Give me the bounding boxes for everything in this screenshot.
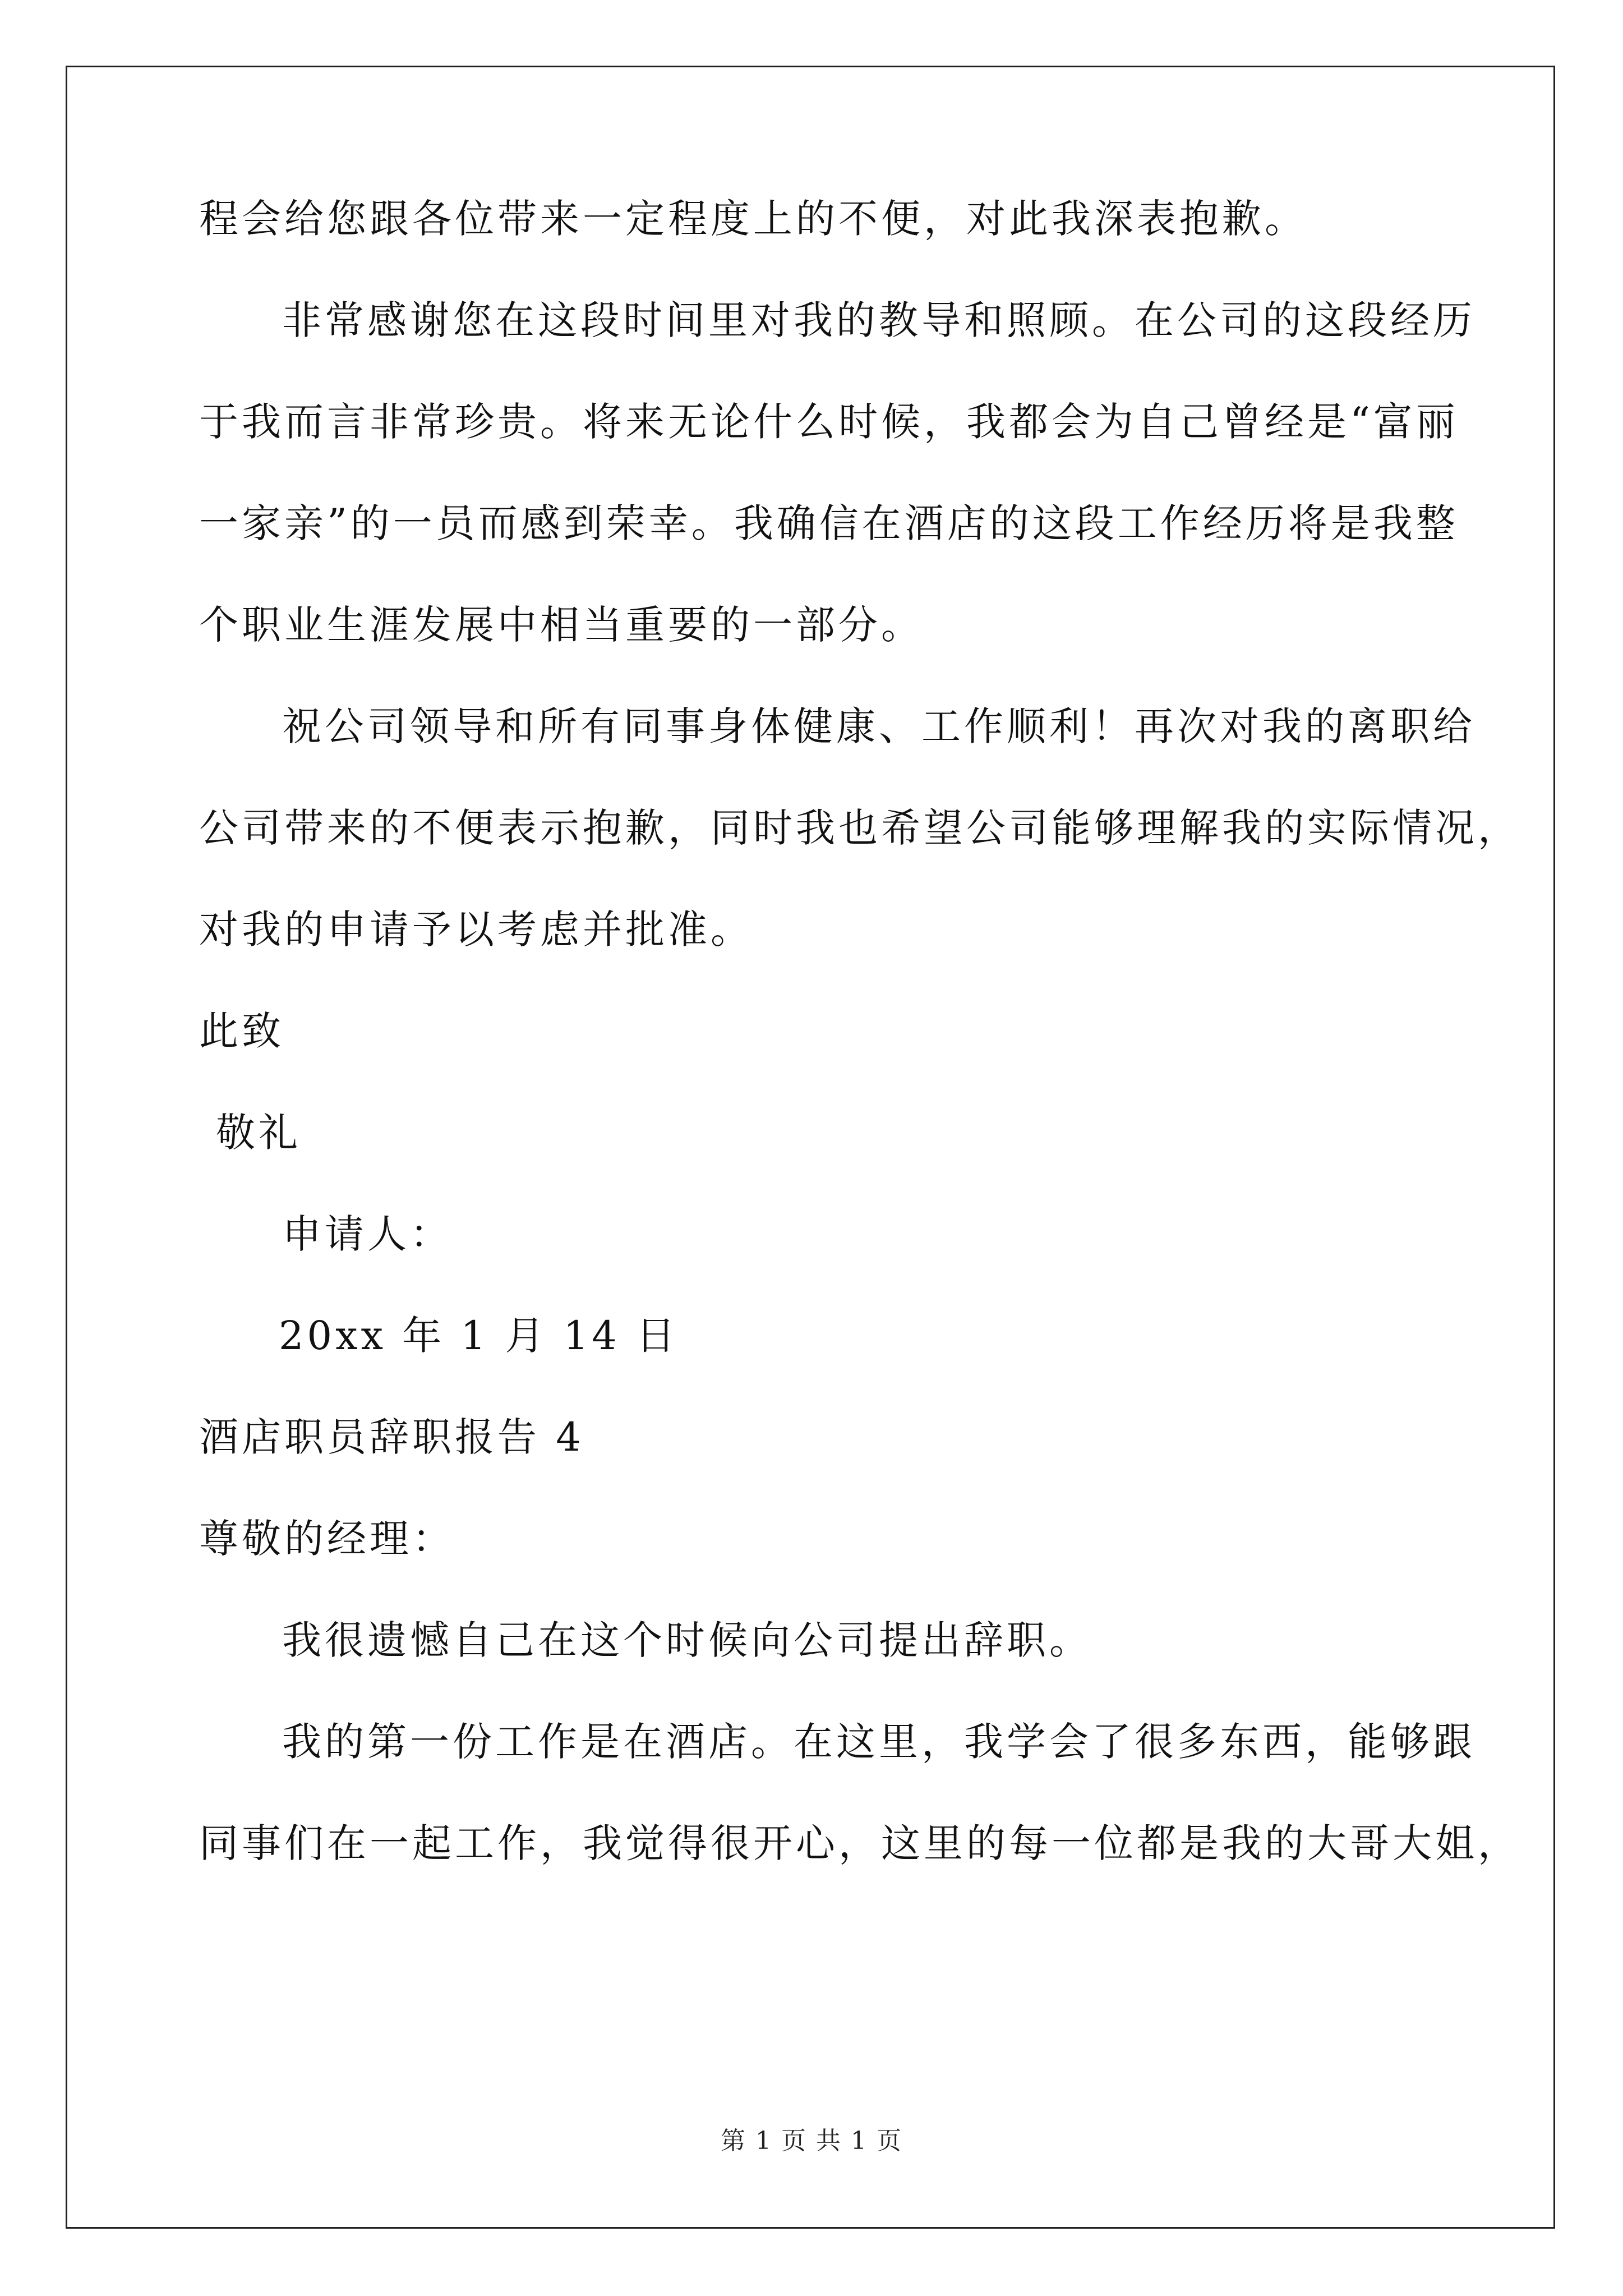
greeting-line: 尊敬的经理： bbox=[199, 1516, 455, 1562]
closing-salutation: 此致 bbox=[199, 1008, 284, 1054]
closing-regards: 敬礼 bbox=[216, 1110, 301, 1156]
text-line: 于我而言非常珍贵。将来无论什么时候，我都会为自己曾经是“富丽 bbox=[199, 399, 1459, 445]
text-line: 一家亲”的一员而感到荣幸。我确信在酒店的这段工作经历将是我整 bbox=[199, 500, 1459, 546]
text-line: 公司带来的不便表示抱歉，同时我也希望公司能够理解我的实际情况， bbox=[199, 805, 1520, 851]
text-line: 个职业生涯发展中相当重要的一部分。 bbox=[199, 602, 924, 648]
page-footer: 第 1 页 共 1 页 bbox=[721, 2127, 902, 2155]
paragraph-line: 我很遗憾自己在这个时候向公司提出辞职。 bbox=[282, 1617, 1092, 1663]
paragraph-line: 我的第一份工作是在酒店。在这里，我学会了很多东西，能够跟 bbox=[282, 1719, 1476, 1765]
text-line: 对我的申请予以考虑并批准。 bbox=[199, 907, 753, 953]
text-line: 同事们在一起工作，我觉得很开心，这里的每一位都是我的大哥大姐， bbox=[199, 1820, 1520, 1866]
section-title: 酒店职员辞职报告 4 bbox=[199, 1414, 584, 1460]
text-line: 程会给您跟各位带来一定程度上的不便，对此我深表抱歉。 bbox=[199, 196, 1307, 242]
paragraph-line: 非常感谢您在这段时间里对我的教导和照顾。在公司的这段经历 bbox=[282, 297, 1476, 343]
paragraph-line: 祝公司领导和所有同事身体健康、工作顺利！再次对我的离职给 bbox=[282, 703, 1476, 749]
date-line: 20xx 年 1 月 14 日 bbox=[279, 1313, 679, 1359]
applicant-label: 申请人： bbox=[282, 1211, 453, 1257]
